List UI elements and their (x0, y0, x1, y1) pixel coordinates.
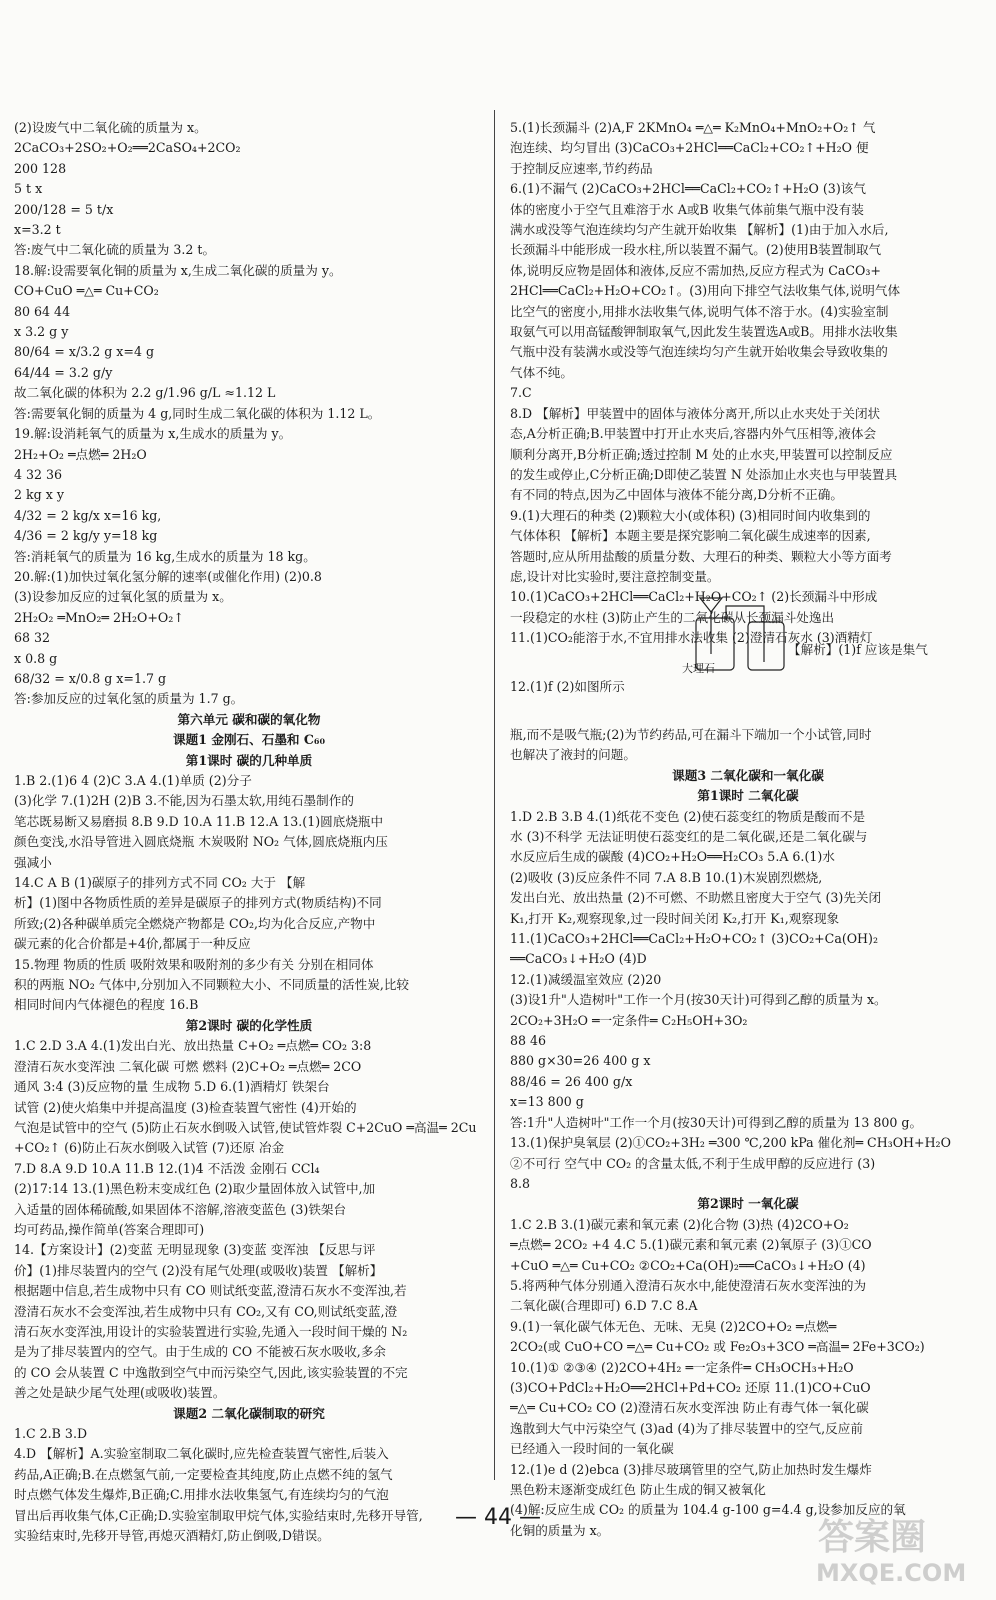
text-line: 80 64 44 (14, 303, 71, 319)
text-line: 实验结束时,先移开导管,再熄灭酒精灯,防止倒吸,D错误。 (14, 1528, 330, 1544)
text-line: 2CO₂+3H₂O ═一定条件═ C₂H₅OH+3O₂ (510, 1012, 748, 1028)
text-line: 的 CO 会从装置 C 中逸散到空气中而污染空气,因此,该实验装置的不完 (14, 1364, 408, 1380)
text-line: 4 32 36 (14, 466, 63, 482)
left-column (14, 118, 484, 1546)
text-line: 颜色变浅,水沿导管进入圆底烧瓶 木炭吸附 NO₂ 气体,圆底烧瓶内压 (14, 834, 388, 850)
text-line: 泡连续、均匀冒出 (3)CaCO₃+2HCl══CaCl₂+CO₂↑+H₂O 便 (510, 140, 869, 156)
text-line: 答:需要氧化铜的质量为 4 g,同时生成二氧化碳的体积为 1.12 L。 (14, 405, 381, 421)
text-line: (3)设参加反应的过氧化氢的质量为 x。 (14, 589, 232, 605)
text-line: 一段稳定的水柱 (3)防止产生的二氧化碳从长颈漏斗处逸出 (510, 609, 835, 625)
text-line: 第2课时 碳的化学性质 (185, 1017, 313, 1033)
funnel-shape (700, 598, 722, 612)
text-line: 发出白光、放出热量 (2)不可燃、不助燃且密度大于空气 (3)先关闭 (510, 890, 882, 906)
text-line: 第1课时 二氧化碳 (697, 788, 799, 804)
delivery-tube (726, 606, 764, 662)
text-line: 2CaCO₃+2SO₂+O₂══2CaSO₄+2CO₂ (14, 140, 241, 156)
text-line: 5 t x (14, 181, 43, 197)
text-line: 强减小 (14, 854, 52, 870)
text-line: 长颈漏斗中能形成一段水柱,所以装置不漏气。(2)使用B装置制取气 (510, 242, 882, 258)
site-watermark-logo (806, 1505, 976, 1590)
text-line: 200 128 (14, 160, 67, 176)
text-line: 时点燃气体发生爆炸,B正确;C.用排水法收集氢气,有连续均匀的气泡 (14, 1487, 389, 1503)
text-line: 19.解:设消耗氧气的质量为 x,生成水的质量为 y。 (14, 426, 292, 442)
figure-label: 大理石 (682, 662, 715, 675)
text-line: 水反应后生成的碳酸 (4)CO₂+H₂O══H₂CO₃ 5.A 6.(1)水 (510, 849, 835, 865)
text-line (510, 697, 986, 725)
text-line: 水 (3)不科学 无法证明使石蕊变红的是二氧化碳,还是二氧化碳与 (510, 829, 868, 844)
text-line: 笔芯既易断又易磨损 8.B 9.D 10.A 11.B 12.A 13.(1)圆底烧瓶中 (14, 813, 384, 829)
text-line: 试管 (2)使火焰集中并提高温度 (3)检查装置气密性 (4)开始的 (14, 1099, 357, 1115)
text-line: 14.【方案设计】(2)变蓝 无明显现象 (3)变蓝 变浑浊 【反思与评 (14, 1242, 376, 1258)
text-line: 气泡是试管中的空气 (5)防止石灰水倒吸入试管,使试管炸裂 C+2CuO ═高温═ 2Cu (14, 1119, 477, 1135)
text-line: (2)17:14 13.(1)黑色粉末变成红色 (2)取少量固体放入试管中,加 (14, 1181, 376, 1197)
text-line: 于控制反应速率,节约药品 (510, 160, 653, 176)
text-line: 68/32 = x/0.8 g x=1.7 g (14, 670, 167, 686)
text-line: (2)吸收 (3)反应条件不同 7.A 8.B 10.(1)木炭剧烈燃烧, (510, 869, 823, 885)
text-line: 12.(1)f (2)如图所示 (510, 678, 625, 694)
text-line: 8.8 (510, 1175, 531, 1191)
text-line: 根据题中信息,若生成物中只有 CO 则试纸变蓝,澄清石灰水不变浑浊,若 (14, 1283, 407, 1299)
text-line: 虑,设计对比实验时,要注意控制变量。 (510, 568, 720, 584)
text-line: 11.(1)CO₂能溶于水,不宜用排水法收集 (2)澄清石灰水 (3)酒精灯 (510, 630, 873, 646)
text-line: 二氧化碳(合理即可) 6.D 7.C 8.A (510, 1298, 698, 1314)
text-line: K₁,打开 K₂,观察现象,过一段时间关闭 K₂,打开 K₁,观察现象 (510, 910, 840, 926)
text-line: 已经通入一段时间的一氧化碳 (510, 1441, 674, 1457)
text-line: 1.C 2.B 3.D (14, 1426, 88, 1441)
text-line: +CuO ═△═ Cu+CO₂ ②CO₂+Ca(OH)₂══CaCO₃↓+H₂O (4) (510, 1257, 866, 1273)
text-line: 逸散到大气中污染空气 (3)ad (4)为了排尽装置中的空气,反应前 (510, 1420, 863, 1436)
text-line: 黑色粉末逐渐变成红色 防止生成的铜又被氧化 (510, 1482, 766, 1497)
text-line: 所致;(2)各种碳单质完全燃烧产物都是 CO₂,均为化合反应,产物中 (14, 915, 376, 931)
text-line: 80/64 = x/3.2 g x=4 g (14, 344, 155, 360)
text-line: ②不可行 空气中 CO₂ 的含量太低,不利于生成甲醇的反应进行 (3) (510, 1155, 876, 1171)
text-line: 瓶,而不是吸气瓶;(2)为节约药品,可在漏斗下端加一个小试管,同时 (510, 726, 872, 742)
gas-bottle-diagram (682, 596, 982, 676)
text-line: 有不同的特点,因为乙中固体与液体不能分离,D分析不正确。 (510, 487, 843, 503)
text-line: 善之处是缺少尾气处理(或吸收)装置。 (14, 1385, 226, 1401)
text-line: 2H₂O₂ ═MnO₂═ 2H₂O+O₂↑ (14, 609, 184, 625)
text-line: (3)CO+PdCl₂+H₂O══2HCl+Pd+CO₂ 还原 11.(1)CO+CuO (510, 1379, 871, 1395)
page-number: — 44 — (455, 1505, 541, 1530)
text-line: 1.C 2.D 3.A 4.(1)发出白光、放出热量 C+O₂ ═点燃═ CO₂ 3:8 (14, 1038, 372, 1054)
text-line: x 0.8 g (14, 650, 58, 666)
text-line: 顺利分离开,B分析正确;透过控制 M 处的止水夹,甲装置可以控制反应 (510, 446, 893, 462)
text-line: 澄清石灰水变浑浊 二氧化碳 可燃 燃料 (2)C+O₂ ═点燃═ 2CO (14, 1058, 362, 1074)
text-line: 20.解:(1)加快过氧化氢分解的速率(或催化作用) (2)0.8 (14, 568, 322, 584)
text-line: ═△═ Cu+CO₂ CO (2)澄清石灰水变浑浊 防止有毒气体一氧化碳 (510, 1400, 869, 1416)
text-line: 答题时,应从所用盐酸的质量分数、大理石的种类、颗粒大小等方面考 (510, 548, 892, 564)
text-line: 化铜的质量为 x。 (510, 1522, 610, 1538)
text-line: x 3.2 g y (14, 324, 69, 340)
text-line: 第六单元 碳和碳的氧化物 (177, 711, 321, 727)
text-line: 气瓶中没有装满水或没等气泡连续均匀产生就开始收集会导致收集的 (510, 344, 888, 360)
text-line: CO+CuO ═△═ Cu+CO₂ (14, 283, 159, 299)
text-line: 9.(1)一氧化碳气体无色、无味、无臭 (2)2CO+O₂ ═点燃═ (510, 1318, 837, 1334)
text-line: 8.D 【解析】甲装置中的固体与液体分离开,所以止水夹处于关闭状 (510, 405, 881, 421)
text-line: 2H₂+O₂ ═点燃═ 2H₂O (14, 446, 147, 462)
text-line: 药品,A正确;B.在点燃氢气前,一定要检查其纯度,防止点燃不纯的氢气 (14, 1466, 393, 1482)
text-line: 价】(1)排尽装置内的空气 (2)没有尾气处理(或吸收)装置 【解析】 (14, 1262, 383, 1278)
text-line: +CO₂↑ (6)防止石灰水倒吸入试管 (7)还原 冶金 (14, 1140, 285, 1156)
text-line: 课题2 二氧化碳制取的研究 (173, 1405, 325, 1421)
text-line: 15.物理 物质的性质 吸附效果和吸附剂的多少有关 分别在相同体 (14, 956, 374, 972)
text-line: 7.C (510, 385, 532, 401)
text-line: 10.(1)CaCO₃+2HCl══CaCl₂+H₂O+CO₂↑ (2)长颈漏斗中形成 (510, 589, 878, 605)
text-line: 4/32 = 2 kg/x x=16 kg, (14, 507, 162, 523)
text-line: 1.D 2.B 3.B 4.(1)纸花不变色 (2)使石蕊变红的物质是酸而不是 (510, 808, 866, 824)
text-line: ══CaCO₃↓+H₂O (4)D (510, 951, 647, 967)
text-line: 12.(1)减缓温室效应 (2)20 (510, 971, 662, 987)
text-line: 澄清石灰水不会变浑浊,若生成物中只有 CO₂,又有 CO,则试纸变蓝,澄 (14, 1303, 398, 1319)
right-column (510, 118, 986, 1541)
apparatus-figure (682, 596, 982, 680)
text-line: 2CO₂(或 CuO+CO ═△═ Cu+CO₂ 或 Fe₂O₃+3CO ═高温═ 2Fe+3CO₂) (510, 1339, 925, 1355)
text-line: ═点燃═ 2CO₂ +4 4.C 5.(1)碳元素和氧元素 (2)氧原子 (3)①CO (510, 1237, 872, 1253)
text-line: 气体不纯。 (510, 364, 573, 380)
text-line: (3)化学 7.(1)2H (2)B 3.不能,因为石墨太软,用纯石墨制作的 (14, 793, 354, 809)
column-divider (494, 110, 495, 1480)
text-line: 10.(1)① ②③④ (2)2CO+4H₂ ═一定条件═ CH₃OCH₃+H₂O (510, 1359, 854, 1375)
text-line: 答:参加反应的过氧化氢的质量为 1.7 g。 (14, 691, 244, 707)
text-line: 碳元素的化合价都是+4价,都属于一种反应 (14, 936, 251, 952)
text-line: 2 kg x y (14, 487, 64, 503)
text-line: 体的密度小于空气且难溶于水 A或B 收集气体前集气瓶中没有装 (510, 201, 864, 217)
text-line: 64/44 = 3.2 g/y (14, 364, 113, 380)
text-line: 比空气的密度小,用排水法收集气体,说明气体不溶于水。(4)实验室制 (510, 303, 889, 319)
watermark-top: 答案圈 (818, 1517, 927, 1558)
text-line: 体,说明反应物是固体和液体,反应不需加热,反应方程式为 CaCO₃+ (510, 262, 881, 278)
text-line: 12.(1)e d (2)ebca (3)排尽玻璃管里的空气,防止加热时发生爆炸 (510, 1461, 872, 1477)
text-line: 相同时间内气体褪色的程度 16.B (14, 997, 199, 1013)
text-line: 积的两瓶 NO₂ 气体中,分别加入不同颗粒大小、不同质量的活性炭,比较 (14, 977, 410, 993)
text-line: 第2课时 一氧化碳 (697, 1196, 799, 1212)
text-line: 答:1升"人造树叶"工作一个月(按30天计)可得到乙醇的质量为 13 800 g。 (510, 1114, 923, 1130)
watermark-bottom: MXQE.COM (816, 1559, 967, 1587)
text-line: 态,A分析正确;B.甲装置中打开止水夹后,容器内外气压相等,液体会 (510, 426, 877, 442)
figure-note: 【解析】(1)f 应该是集气 (788, 642, 928, 657)
text-line: 9.(1)大理石的种类 (2)颗粒大小(或体积) (3)相同时间内收集到的 (510, 507, 871, 523)
text-line: 冒出后再收集气体,C正确;D.实验室制取甲烷气体,实验结束时,先移开导管, (14, 1507, 423, 1523)
text-line: 1.C 2.B 3.(1)碳元素和氧元素 (2)化合物 (3)热 (4)2CO+O₂ (510, 1216, 849, 1232)
text-line: 故二氧化碳的体积为 2.2 g/1.96 g/L ≈1.12 L (14, 385, 276, 401)
text-line: 均可药品,操作简单(答案合理即可) (14, 1221, 205, 1237)
text-line: 5.将两种气体分别通入澄清石灰水中,能使澄清石灰水变浑浊的为 (510, 1277, 867, 1293)
text-line: 88 46 (510, 1033, 547, 1049)
text-line: 课题1 金刚石、石墨和 C₆₀ (173, 732, 325, 748)
text-line: 入适量的固体稀硫酸,如果固体不溶解,溶液变蓝色 (3)铁架台 (14, 1201, 347, 1217)
text-line: 2HCl══CaCl₂+H₂O+CO₂↑。(3)用向下排空气法收集气体,说明气体 (510, 283, 901, 299)
text-line: 也解决了液封的问题。 (510, 747, 636, 763)
text-line: 答:废气中二氧化硫的质量为 3.2 t。 (14, 242, 216, 258)
text-line: 88/46 = 26 400 g/x (510, 1073, 633, 1089)
text-line: 清石灰水变浑浊,用设计的实验装置进行实验,先通入一段时间干燥的 N₂ (14, 1323, 408, 1339)
text-line: (2)设废气中二氧化硫的质量为 x。 (14, 120, 207, 135)
text-line: 880 g×30=26 400 g x (510, 1053, 651, 1069)
text-line: 1.B 2.(1)6 4 (2)C 3.A 4.(1)单质 (2)分子 (14, 773, 252, 788)
text-line: (3)设1升"人造树叶"工作一个月(按30天计)可得到乙醇的质量为 x。 (510, 992, 887, 1008)
text-line: 通风 3:4 (3)反应物的量 生成物 5.D 6.(1)酒精灯 铁架台 (14, 1079, 330, 1095)
text-line: 取氨气可以用高锰酸钾制取氧气,因此发生装置选A或B。用排水法收集 (510, 324, 898, 340)
text-line: 第1课时 碳的几种单质 (185, 752, 313, 768)
text-line: 13.(1)保护臭氧层 (2)①CO₂+3H₂ ═300 ℃,200 kPa 催化剂═ CH₃OH+H₂O (510, 1135, 951, 1151)
text-line: 满水或没等气泡连续均匀产生就开始收集 【解析】(1)由于加入水后, (510, 222, 889, 238)
text-line: 答:消耗氧气的质量为 16 kg,生成水的质量为 18 kg。 (14, 548, 316, 564)
text-line: 4.D 【解析】A.实验室制取二氧化碳时,应先检查装置气密性,后装入 (14, 1446, 389, 1462)
text-line: 气体体积 【解析】本题主要是探究影响二氧化碳生成速率的因素, (510, 528, 871, 544)
text-line: (4)解:反应生成 CO₂ 的质量为 104.4 g-100 g=4.4 g,设参加反应的氧 (510, 1502, 906, 1518)
text-line: 14.C A B (1)碳原子的排列方式不同 CO₂ 大于 【解 (14, 875, 306, 891)
text-line: 11.(1)CaCO₃+2HCl══CaCl₂+H₂O+CO₂↑ (3)CO₂+Ca(OH)₂ (510, 931, 879, 947)
text-line: 4/36 = 2 kg/y y=18 kg (14, 528, 158, 544)
collection-bottle (748, 622, 784, 670)
text-line: 7.D 8.A 9.D 10.A 11.B 12.(1)4 不活泼 金刚石 CCl₄ (14, 1160, 320, 1176)
text-line: 的发生或停止,C分析正确;D即使乙装置 N 处添加止水夹也与甲装置具 (510, 466, 898, 482)
text-line: 析】(1)图中各物质性质的差异是碳原子的排列方式(物质结构)不同 (14, 895, 382, 911)
text-line: 200/128 = 5 t/x (14, 201, 114, 217)
text-line: 18.解:设需要氧化铜的质量为 x,生成二氧化碳的质量为 y。 (14, 262, 342, 278)
text-line: 课题3 二氧化碳和一氧化碳 (672, 767, 824, 783)
text-line: 是为了排尽装置内的空气。由于生成的 CO 不能被石灰水吸收,多余 (14, 1344, 387, 1360)
text-line: 5.(1)长颈漏斗 (2)A,F 2KMnO₄ ═△═ K₂MnO₄+MnO₂+O₂↑ 气 (510, 120, 876, 135)
text-line: x=13 800 g (510, 1094, 584, 1110)
text-line: x=3.2 t (14, 222, 61, 238)
text-line: 68 32 (14, 630, 51, 646)
text-line: 6.(1)不漏气 (2)CaCO₃+2HCl══CaCl₂+CO₂↑+H₂O (3)该气 (510, 181, 866, 197)
